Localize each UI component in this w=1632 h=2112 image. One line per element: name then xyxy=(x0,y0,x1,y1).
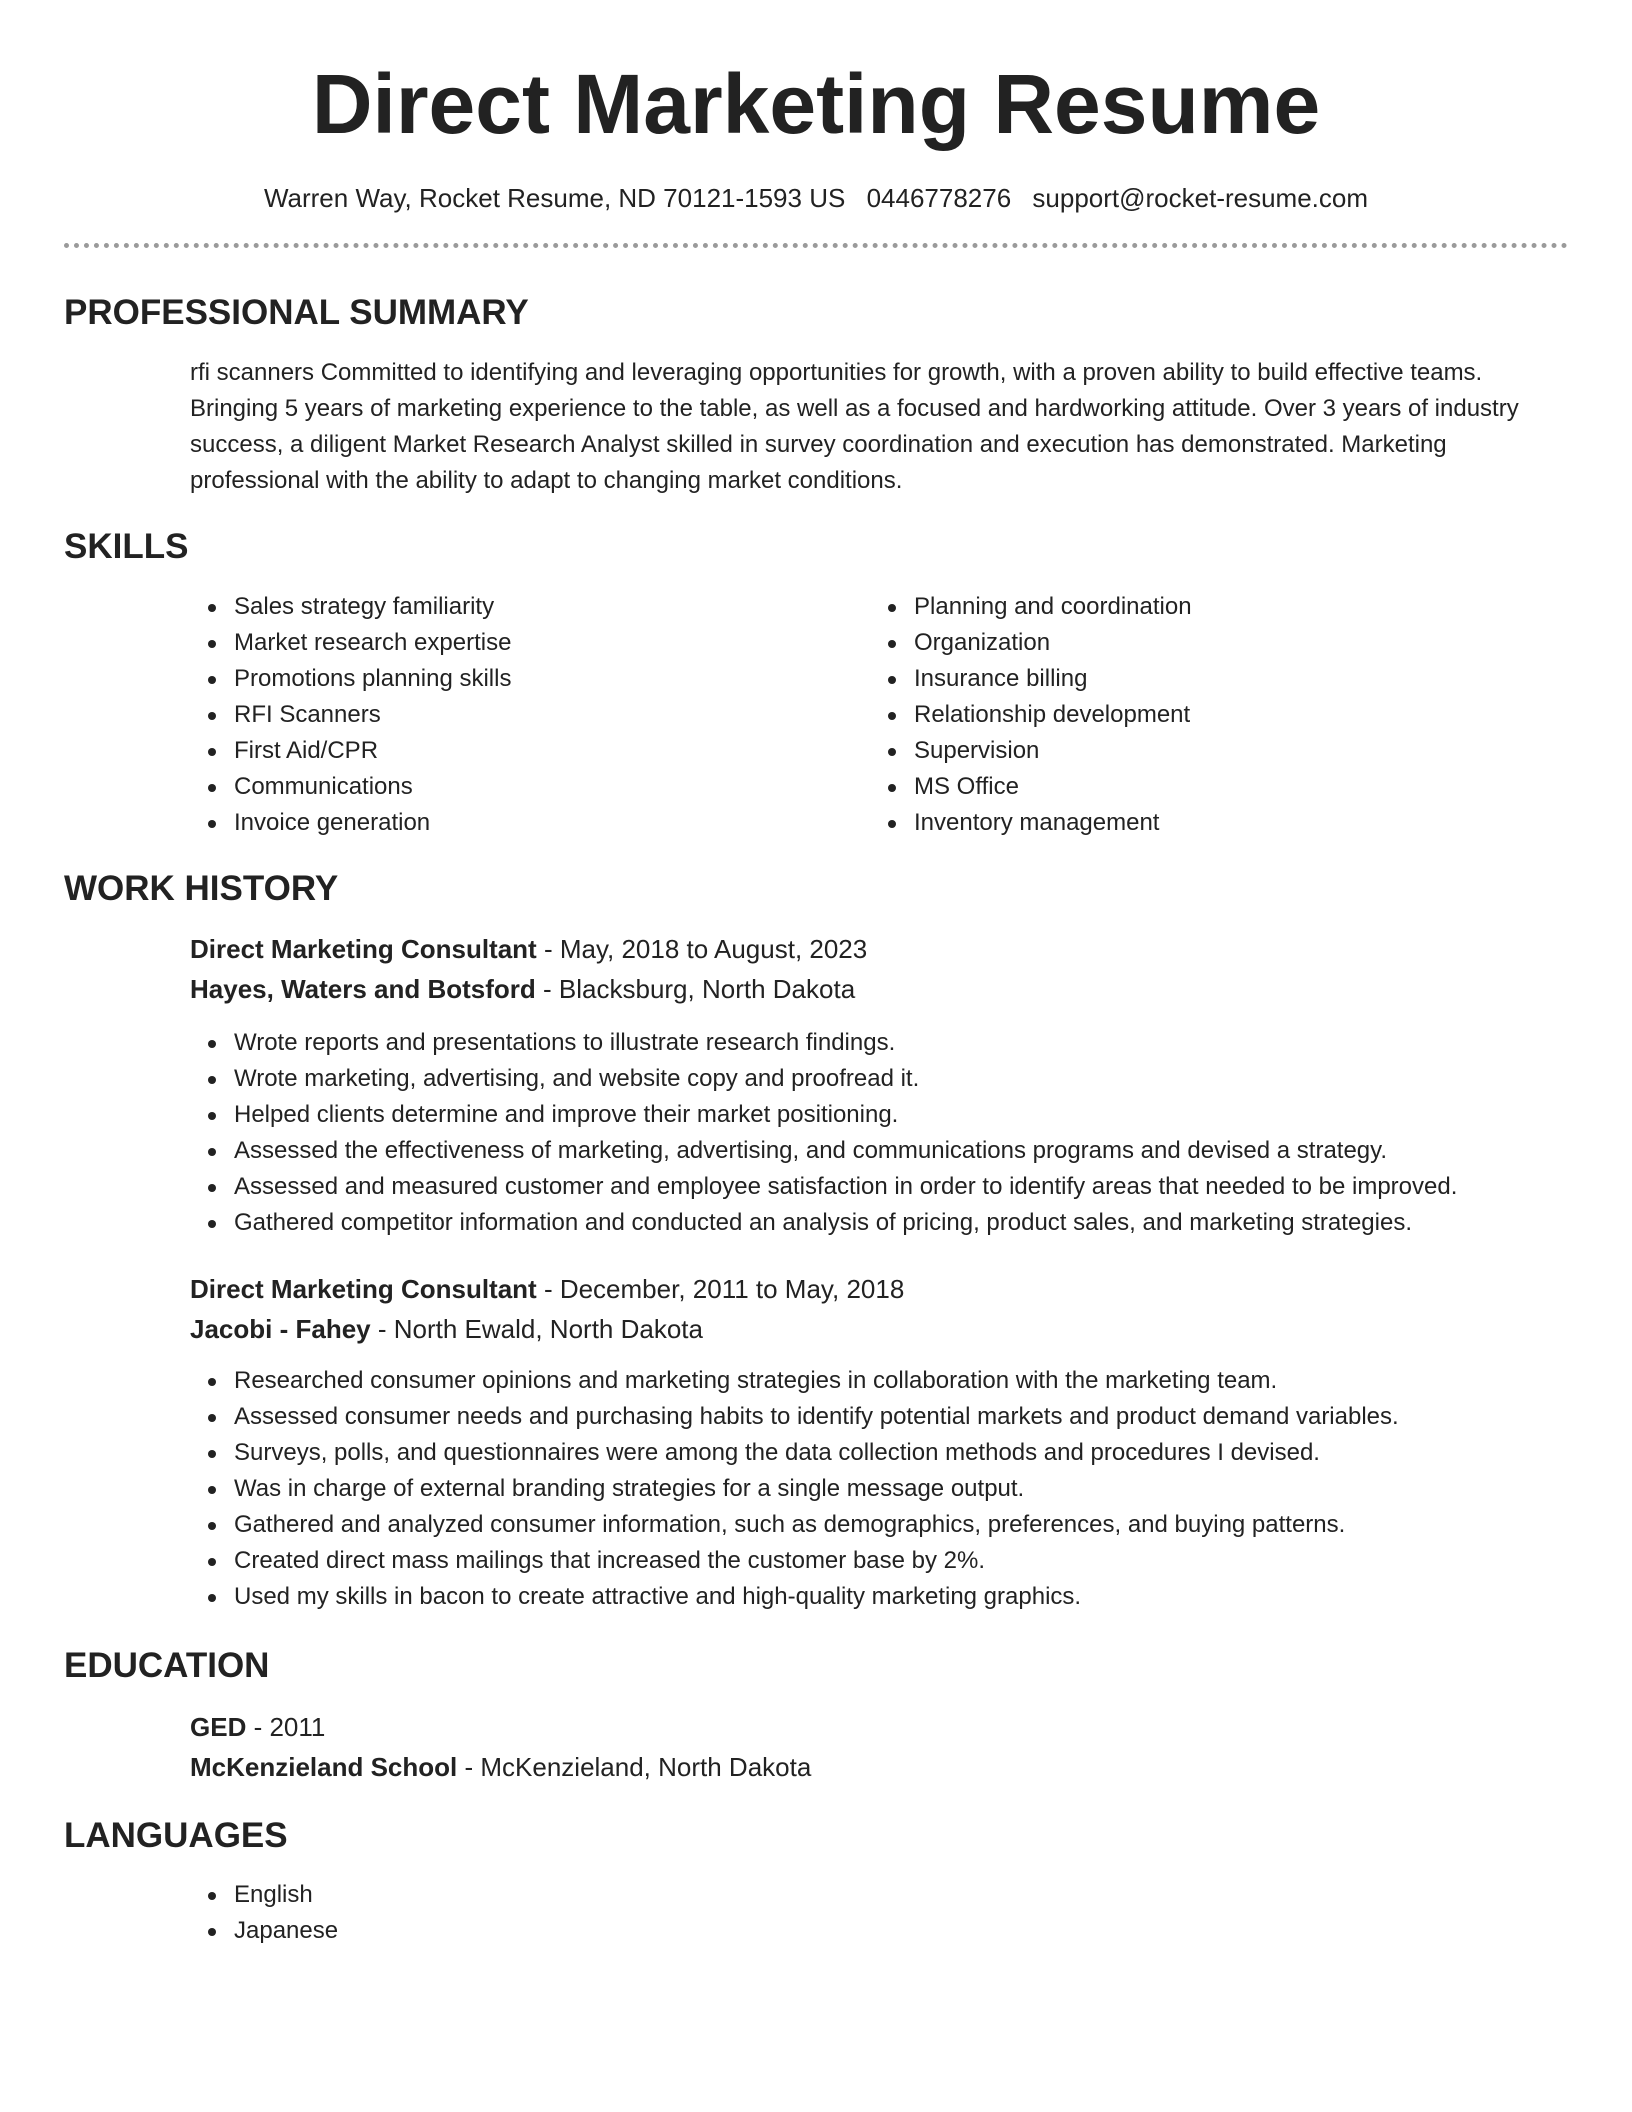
contact-line xyxy=(64,182,1568,214)
education-entry xyxy=(190,1707,1568,1787)
job-dates: - December, 2011 to May, 2018 xyxy=(536,1274,905,1304)
skills-column-right xyxy=(870,589,1550,841)
job-bullet: Used my skills in bacon to create attractive and high-quality marketing graphics. xyxy=(234,1579,1568,1615)
education-school: McKenzieland School xyxy=(190,1752,458,1782)
skill-item: Market research expertise xyxy=(234,625,870,661)
language-item: English xyxy=(234,1877,1568,1913)
skill-item: Inventory management xyxy=(914,805,1550,841)
section-title-skills: SKILLS xyxy=(64,527,189,566)
skill-item: Sales strategy familiarity xyxy=(234,589,870,625)
section-title-work-history: WORK HISTORY xyxy=(64,869,339,908)
job-company-line xyxy=(190,969,1568,1009)
skills-columns xyxy=(190,589,1568,841)
skill-item: Invoice generation xyxy=(234,805,870,841)
job-position: Direct Marketing Consultant xyxy=(190,1274,537,1304)
job-bullet: Wrote marketing, advertising, and website copy and proofread it. xyxy=(234,1061,1568,1097)
job-bullet: Assessed consumer needs and purchasing habits to identify potential markets and product demand variables. xyxy=(234,1399,1568,1435)
job-entry xyxy=(190,1269,1568,1349)
skill-item: Organization xyxy=(914,625,1550,661)
section-title-languages: LANGUAGES xyxy=(64,1816,288,1855)
skill-item: RFI Scanners xyxy=(234,697,870,733)
job-location: - North Ewald, North Dakota xyxy=(370,1314,703,1344)
job-bullet: Wrote reports and presentations to illustrate research findings. xyxy=(234,1025,1568,1061)
skill-item: MS Office xyxy=(914,769,1550,805)
job-bullets xyxy=(190,1025,1568,1241)
section-title-education: EDUCATION xyxy=(64,1646,270,1685)
job-bullet: Assessed the effectiveness of marketing, advertising, and communications programs and devised a strategy. xyxy=(234,1133,1568,1169)
contact-address: Warren Way, Rocket Resume, ND 70121-1593 US xyxy=(263,183,846,213)
skill-item: Planning and coordination xyxy=(914,589,1550,625)
section-title-summary: PROFESSIONAL SUMMARY xyxy=(64,293,529,332)
job-entry xyxy=(190,929,1568,1009)
job-bullet: Gathered and analyzed consumer information, such as demographics, preferences, and buying patterns. xyxy=(234,1507,1568,1543)
job-bullet: Surveys, polls, and questionnaires were among the data collection methods and procedures I devised. xyxy=(234,1435,1568,1471)
skill-item: Communications xyxy=(234,769,870,805)
job-company-line xyxy=(190,1309,1568,1349)
education-location: - McKenzieland, North Dakota xyxy=(457,1752,812,1782)
resume-title: Direct Marketing Resume xyxy=(311,57,1321,151)
header-divider xyxy=(64,243,1568,248)
skill-item: First Aid/CPR xyxy=(234,733,870,769)
job-bullet: Created direct mass mailings that increased the customer base by 2%. xyxy=(234,1543,1568,1579)
job-bullet: Helped clients determine and improve their market positioning. xyxy=(234,1097,1568,1133)
job-dates: - May, 2018 to August, 2023 xyxy=(536,934,868,964)
skill-item: Supervision xyxy=(914,733,1550,769)
education-degree: GED xyxy=(190,1712,247,1742)
job-bullet: Gathered competitor information and conducted an analysis of pricing, product sales, and marketing strategies. xyxy=(234,1205,1568,1241)
contact-email: support@rocket-resume.com xyxy=(1032,183,1369,213)
job-company: Hayes, Waters and Botsford xyxy=(190,974,536,1004)
education-year: - 2011 xyxy=(246,1712,326,1742)
summary-text: rfi scanners Committed to identifying and leveraging opportunities for growth, with a proven ability to build effective teams. Bringing 5 years of marketing experience to the table, as well as a focused and hardworking attitude. Over 3 years of industry success, a diligent Market Research Analyst skilled in survey coordination and execution has demonstrated. Marketing professional with the ability to adapt to changing market conditions. xyxy=(190,359,1519,494)
skills-column-left xyxy=(190,589,870,841)
job-location: - Blacksburg, North Dakota xyxy=(535,974,856,1004)
education-degree-line xyxy=(190,1707,1568,1747)
contact-phone: 0446778276 xyxy=(866,183,1012,213)
job-bullets xyxy=(190,1363,1568,1615)
job-bullet: Was in charge of external branding strategies for a single message output. xyxy=(234,1471,1568,1507)
job-position: Direct Marketing Consultant xyxy=(190,934,537,964)
job-bullet: Researched consumer opinions and marketing strategies in collaboration with the marketing team. xyxy=(234,1363,1568,1399)
skill-item: Insurance billing xyxy=(914,661,1550,697)
job-position-line xyxy=(190,929,1568,969)
skill-item: Relationship development xyxy=(914,697,1550,733)
job-position-line xyxy=(190,1269,1568,1309)
language-item: Japanese xyxy=(234,1913,1568,1949)
languages-list xyxy=(190,1877,1568,1949)
job-company: Jacobi - Fahey xyxy=(190,1314,371,1344)
job-bullet: Assessed and measured customer and employee satisfaction in order to identify areas that needed to be improved. xyxy=(234,1169,1568,1205)
skill-item: Promotions planning skills xyxy=(234,661,870,697)
education-school-line xyxy=(190,1747,1568,1787)
